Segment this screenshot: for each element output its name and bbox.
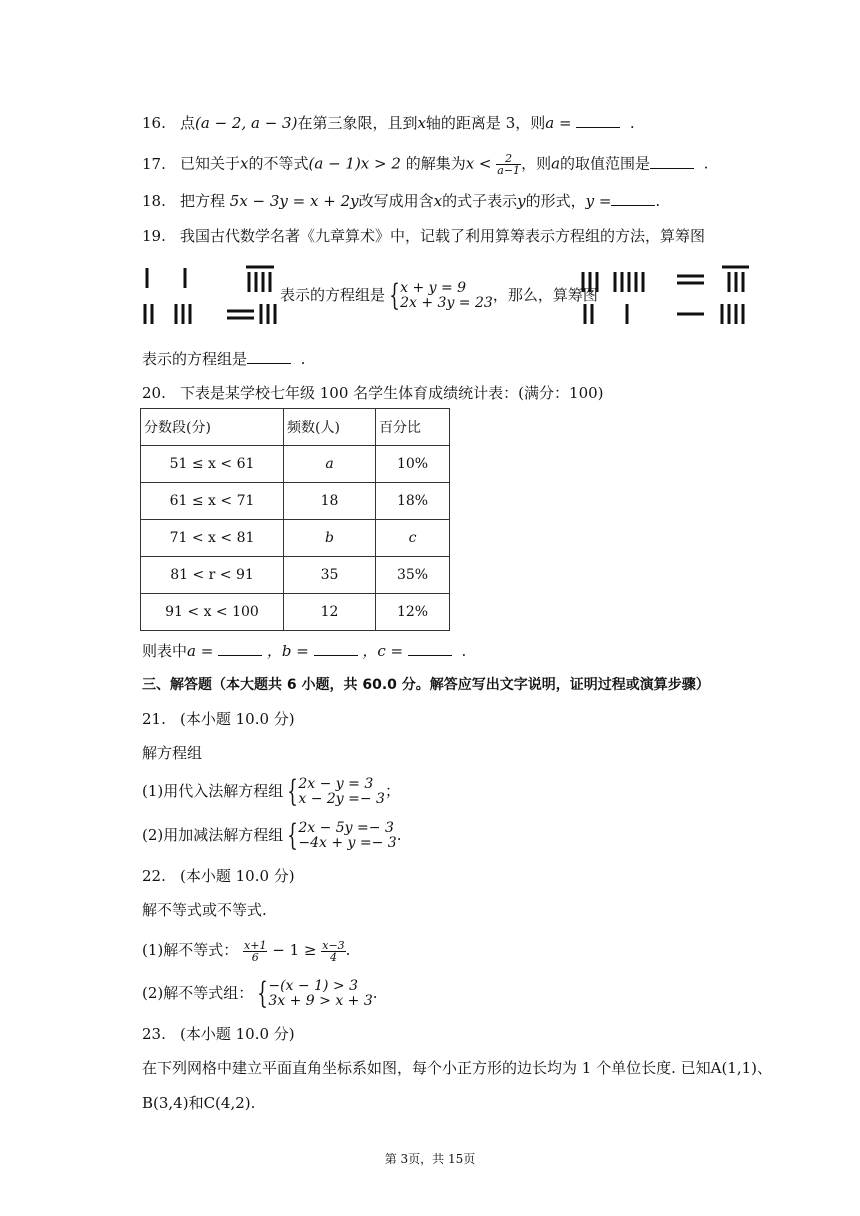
- equation-system: x + y = 9 2x + 3y = 23: [400, 280, 493, 311]
- question-19: 19. 我国古代数学名著《九章算术》中，记载了利用算筹表示方程组的方法，算筹图: [142, 227, 706, 245]
- table-row: 91 < x < 100 12 12%: [141, 594, 450, 631]
- table-header-row: 分数段(分) 频数(人) 百分比: [141, 409, 450, 446]
- question-19-answer-line: 表示的方程组是 .: [142, 350, 306, 368]
- question-21: 21. (本小题 10.0 分): [142, 710, 295, 728]
- question-23: 23. (本小题 10.0 分): [142, 1025, 295, 1043]
- question-23-line2: B(3,4)和C(4,2).: [142, 1094, 256, 1112]
- question-number: 16.: [142, 114, 166, 132]
- score-table: [140, 408, 450, 631]
- question-20: 20. 下表是某学校七年级 100 名学生体育成绩统计表：(满分：100): [142, 384, 604, 402]
- table-row: 71 < x < 81 b c: [141, 520, 450, 557]
- question-18: 18. 把方程 5x − 3y = x + 2y改写成用含x的式子表示y的形式，y = .: [142, 192, 661, 210]
- answer-blank[interactable]: [576, 113, 620, 128]
- question-22-title: 解不等式或不等式.: [142, 901, 267, 919]
- table-row: 61 ≤ x < 71 18 18%: [141, 483, 450, 520]
- question-number: 21.: [142, 710, 166, 728]
- question-16: 16. 点(a − 2, a − 3)在第三象限，且到x轴的距离是 3，则a = .: [142, 114, 635, 132]
- question-22-part2: (2)解不等式组： { −(x − 1) > 3 3x + 9 > x + 3 .: [142, 976, 378, 1011]
- answer-blank-b[interactable]: [314, 641, 358, 656]
- answer-blank[interactable]: [247, 349, 291, 364]
- question-22: 22. (本小题 10.0 分): [142, 867, 295, 885]
- equation-system: 2x − y = 3 x − 2y =− 3: [298, 776, 385, 807]
- question-23-line1: 在下列网格中建立平面直角坐标系如图，每个小正方形的边长均为 1 个单位长度. 已知A(1,1)、: [142, 1059, 773, 1077]
- question-17: 17. 已知关于x的不等式(a − 1)x > 2 的解集为x < $\frac{2}{a-1}$ ，则a的取值范围是 .: [142, 152, 709, 177]
- question-number: 22.: [142, 867, 166, 885]
- question-number: 23.: [142, 1025, 166, 1043]
- fraction: $\frac{2}{a-1}$: [497, 152, 521, 177]
- question-19-system-line: 表示的方程组是 { x + y = 9 2x + 3y = 23 ，那么，算筹图: [280, 278, 598, 313]
- question-number: 17.: [142, 154, 166, 173]
- question-20-answer-line: 则表中a = ，b = ，c = .: [142, 642, 467, 660]
- section-heading: 三、解答题（本大题共 6 小题，共 60.0 分。解答应写出文字说明，证明过程或演算步骤）: [142, 677, 710, 693]
- fraction: $\frac{x+1}{6}$: [244, 938, 267, 964]
- question-number: 18.: [142, 192, 166, 210]
- table-row: 51 ≤ x < 61 a 10%: [141, 446, 450, 483]
- counting-rods-figure-2: [580, 262, 752, 330]
- question-21-title: 解方程组: [142, 744, 203, 762]
- table-row: 81 < r < 91 35 35%: [141, 557, 450, 594]
- fraction: $\frac{x-3}{4}$: [322, 938, 345, 964]
- counting-rods-figure-1: [140, 262, 280, 330]
- question-22-part1: (1)解不等式： $\frac{x+1}{6}$ − 1 ≥ $\frac{x-3}{4}$ .: [142, 938, 351, 964]
- question-number: 20.: [142, 384, 166, 402]
- answer-blank[interactable]: [611, 191, 655, 206]
- page-footer: 第 3页，共 15页: [384, 1152, 476, 1166]
- question-number: 19.: [142, 227, 166, 245]
- answer-blank-c[interactable]: [408, 641, 452, 656]
- equation-system: −(x − 1) > 3 3x + 9 > x + 3: [268, 978, 373, 1009]
- question-21-part1: (1)用代入法解方程组 { 2x − y = 3 x − 2y =− 3 ；: [142, 774, 400, 809]
- question-21-part2: (2)用加减法解方程组 { 2x − 5y =− 3 −4x + y =− 3 .: [142, 818, 402, 853]
- answer-blank-a[interactable]: [218, 641, 262, 656]
- equation-system: 2x − 5y =− 3 −4x + y =− 3: [298, 820, 397, 851]
- answer-blank[interactable]: [650, 154, 694, 169]
